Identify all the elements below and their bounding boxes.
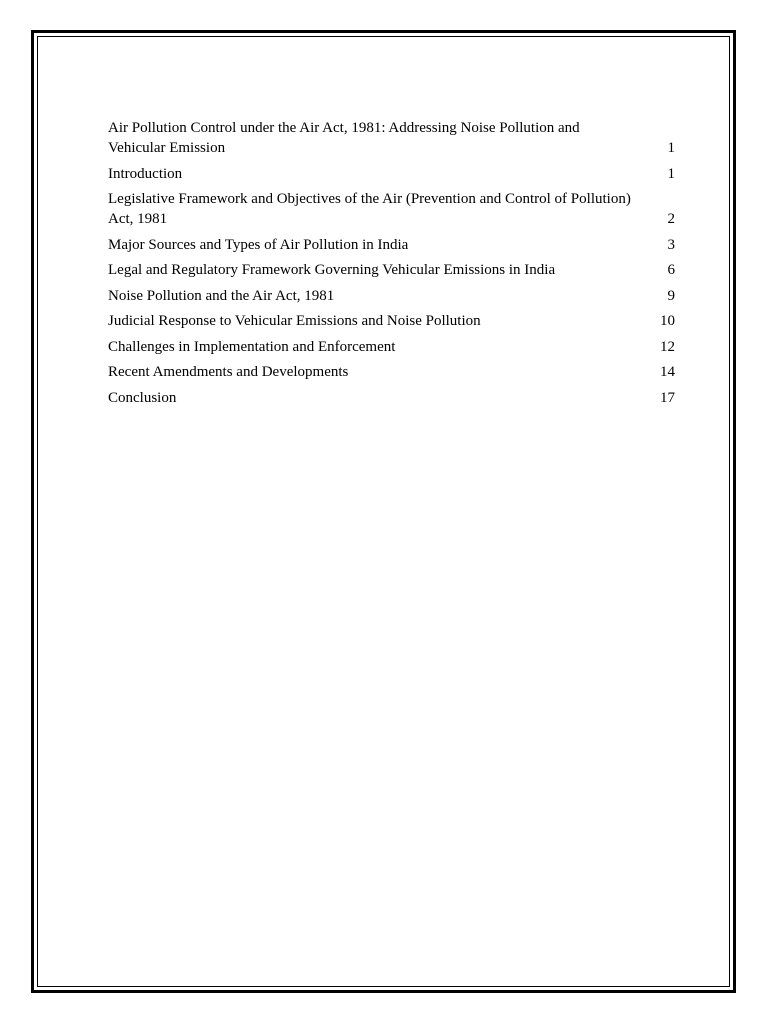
toc-entry-page: 14 [660,364,675,380]
toc-entry[interactable] [108,311,675,331]
toc-entry-page: 6 [667,262,675,278]
toc-entry-title: Challenges in Implementation and Enforcement [108,338,396,355]
toc-entry-page: 17 [660,389,675,406]
toc-entry-page: 9 [667,287,675,304]
toc-entry[interactable] [108,118,675,158]
toc-entry-title: Noise Pollution and the Air Act, 1981 [108,287,335,304]
toc-entry[interactable] [108,189,675,229]
toc-entry[interactable] [108,260,675,280]
toc-entry[interactable] [108,362,675,382]
toc-entry-title: Legislative Framework and Objectives of the Air (Prevention and Control of Pollution) Act, 1981 [108,191,631,227]
toc-entry[interactable] [108,235,675,255]
toc-entry-title: Judicial Response to Vehicular Emissions and Noise Pollution [108,313,481,329]
toc-entry-title: Air Pollution Control under the Air Act, 1981: Addressing Noise Pollution and Vehicular Emission [108,120,580,156]
toc-entry-page: 1 [667,165,675,182]
toc-entry[interactable] [108,337,675,357]
toc-entry-page: 3 [667,236,675,253]
toc-entry-title: Major Sources and Types of Air Pollution in India [108,236,409,253]
toc-entry[interactable] [108,388,675,408]
toc-entry-title: Introduction [108,165,183,182]
toc-entry-page: 1 [667,140,675,156]
toc-entry-title: Legal and Regulatory Framework Governing Vehicular Emissions in India [108,262,556,278]
toc-entry-page: 2 [667,211,675,227]
toc-entry-title: Recent Amendments and Developments [108,364,349,380]
toc-entry-page: 10 [660,313,675,329]
toc-entry-page: 12 [660,338,675,355]
toc-entry[interactable] [108,164,675,184]
table-of-contents [108,118,675,413]
toc-entry-title: Conclusion [108,389,177,406]
toc-entry[interactable] [108,286,675,306]
